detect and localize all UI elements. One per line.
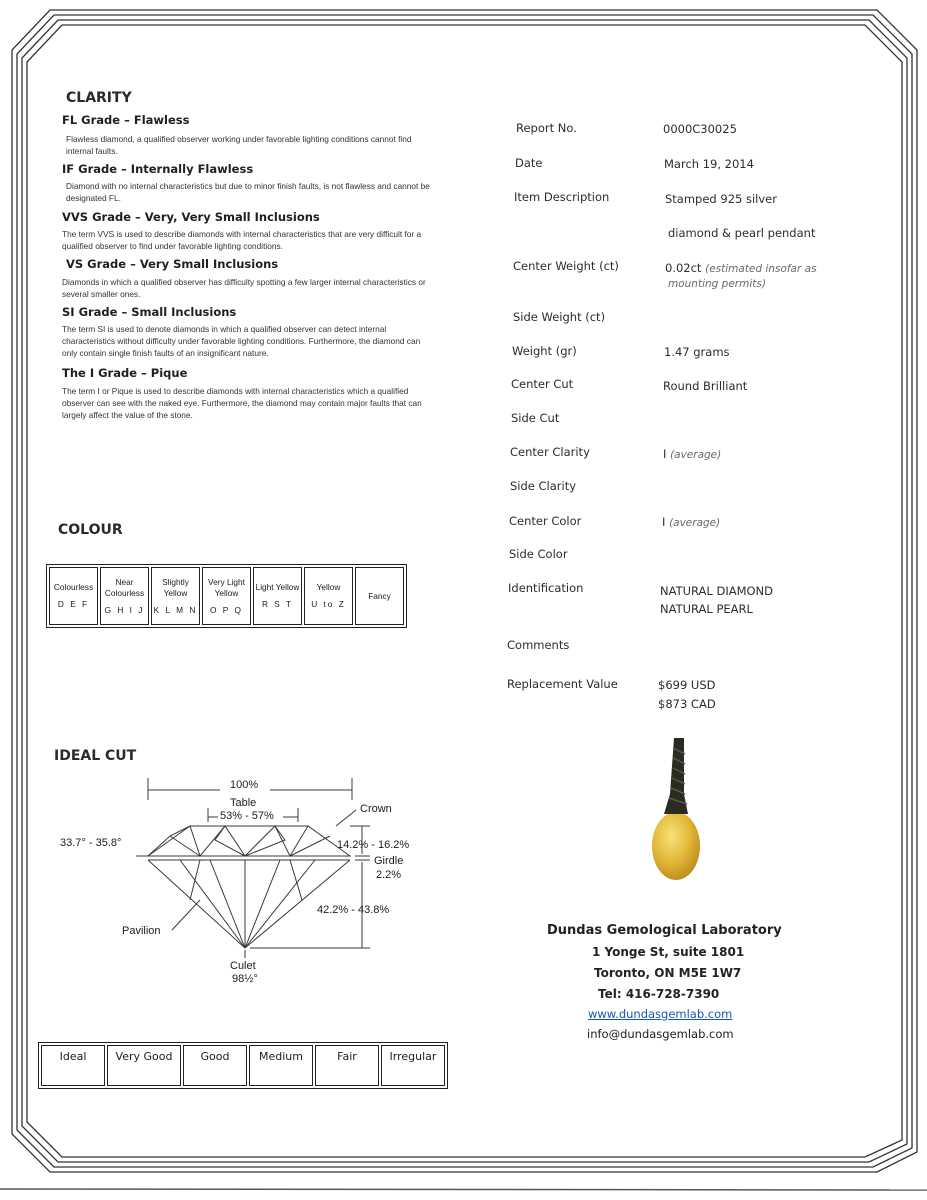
identification-value: NATURAL DIAMOND — [660, 584, 774, 598]
weight-value: 1.47 grams — [664, 345, 730, 359]
diagram-label-total: 100% — [230, 779, 259, 791]
colour-name: Near Colourless — [104, 576, 145, 598]
diagram-label-girdle: Girdle — [374, 855, 404, 867]
weight-label: Weight (gr) — [512, 344, 577, 358]
item-description-value: Stamped 925 silver — [665, 192, 777, 206]
lab-address-1: 1 Yonge St, suite 1801 — [592, 945, 745, 959]
item-description-label: Item Description — [514, 190, 610, 204]
grade-heading-vs: VS Grade – Very Small Inclusions — [66, 257, 279, 271]
colour-cell — [202, 567, 251, 625]
colour-name: Very Light Yellow — [208, 576, 245, 598]
center-color-label: Center Color — [509, 514, 582, 528]
side-cut-label: Side Cut — [511, 411, 560, 425]
center-color-value — [662, 515, 720, 529]
center-cut-value: Round Brilliant — [663, 379, 748, 393]
grade-heading-if: IF Grade – Internally Flawless — [62, 162, 254, 176]
diagram-label-crown-pct: 14.2% - 16.2% — [337, 839, 410, 851]
diagram-label-crown: Crown — [360, 803, 392, 815]
colour-title: COLOUR — [58, 522, 123, 538]
cut-grade-cell: Fair — [315, 1045, 379, 1086]
report-no-value: 0000C30025 — [663, 122, 737, 136]
colour-cell — [253, 567, 302, 625]
colour-name: Light Yellow — [255, 582, 300, 592]
center-cut-label: Center Cut — [511, 377, 574, 391]
colour-cell — [49, 567, 98, 625]
colour-name: Slightly Yellow — [162, 576, 189, 598]
center-weight-note-2: mounting permits) — [668, 278, 766, 290]
center-weight-note: (estimated insofar as — [705, 263, 817, 275]
colour-scale — [46, 564, 407, 628]
center-clarity-value — [663, 447, 721, 461]
identification-label: Identification — [508, 581, 584, 595]
lab-name: Dundas Gemological Laboratory — [547, 923, 782, 938]
diagram-label-pavilion-pct: 42.2% - 43.8% — [317, 904, 390, 916]
diagram-label-pavilion: Pavilion — [122, 925, 161, 937]
diagram-label-crown-angle: 33.7° - 35.8° — [60, 837, 122, 849]
grade-text-i: The term I or Pique is used to describe diamonds with internal characteristics which a qualified observer can see with the naked eye. Furthermore, the diamond may contain major faults that can largely affect the value of the stone. — [62, 386, 422, 420]
lab-address-2: Toronto, ON M5E 1W7 — [594, 966, 742, 980]
colour-letters: U to Z — [311, 599, 346, 609]
cut-grade-cell: Medium — [249, 1045, 313, 1086]
diagram-label-table: Table — [230, 797, 257, 809]
grade-heading-vvs: VVS Grade – Very, Very Small Inclusions — [62, 210, 320, 224]
colour-name: Yellow — [316, 582, 341, 592]
grade-text-si: The term SI is used to denote diamonds in which a qualified observer can detect internal characteristics without difficulty under favorable lighting conditions. Furthermore, the diamond can only contain single finish faults of an insignificant nature. — [62, 324, 421, 358]
cut-grade-cell: Good — [183, 1045, 247, 1086]
colour-name: Colourless — [53, 582, 94, 592]
report-no-label: Report No. — [516, 121, 577, 135]
cut-grade-cell: Irregular — [381, 1045, 445, 1086]
side-clarity-label: Side Clarity — [510, 479, 577, 493]
colour-name: Fancy — [368, 590, 391, 601]
center-weight-label: Center Weight (ct) — [513, 259, 619, 273]
center-clarity-label: Center Clarity — [510, 445, 590, 459]
colour-letters: R S T — [261, 599, 294, 609]
identification-value-2: NATURAL PEARL — [660, 602, 753, 616]
side-weight-label: Side Weight (ct) — [513, 310, 606, 324]
grade-text-vs: Diamonds in which a qualified observer has difficulty spotting a few larger internal characteristics or several smaller ones. — [62, 277, 426, 299]
grade-heading-fl: FL Grade – Flawless — [62, 113, 190, 127]
cut-grade-cell: Ideal — [41, 1045, 105, 1086]
grade-text-vvs: The term VVS is used to describe diamonds with internal characteristics that are very difficult for a qualified observer to find under favorable lighting conditions. — [62, 229, 422, 251]
side-color-label: Side Color — [509, 547, 568, 561]
replacement-value-cad: $873 CAD — [658, 697, 716, 711]
center-clarity-note: (average) — [670, 449, 722, 461]
diagram-label-table-pct: 53% - 57% — [220, 810, 274, 822]
center-clarity-grade: I — [663, 447, 667, 461]
cut-grade-scale — [38, 1042, 448, 1089]
grade-text-if: Diamond with no internal characteristics but due to minor finish faults, is not flawless and cannot be designated FL. — [66, 181, 430, 203]
comments-label: Comments — [507, 638, 570, 652]
replacement-value-usd: $699 USD — [658, 678, 716, 692]
pendant-photo — [640, 734, 710, 884]
item-description-value-2: diamond & pearl pendant — [668, 226, 816, 240]
grade-text-fl: Flawless diamond, a qualified observer working under favorable lighting conditions cannot find internal faults. — [66, 134, 412, 156]
lab-email[interactable]: info@dundasgemlab.com — [587, 1027, 734, 1041]
colour-letters: D E F — [57, 599, 90, 609]
center-weight-amount: 0.02ct — [665, 261, 702, 275]
lab-website-link[interactable]: www.dundasgemlab.com — [588, 1007, 733, 1021]
replacement-value-label: Replacement Value — [507, 677, 618, 691]
date-value: March 19, 2014 — [664, 157, 754, 171]
colour-letters: O P Q — [210, 604, 243, 615]
colour-cell — [355, 567, 404, 625]
date-label: Date — [515, 156, 543, 170]
diagram-label-girdle-pct: 2.2% — [376, 869, 402, 881]
center-color-note: (average) — [669, 517, 721, 529]
clarity-title: CLARITY — [66, 90, 132, 106]
diagram-label-culet: Culet — [230, 960, 256, 972]
pearl-shape — [652, 812, 700, 880]
colour-cell — [304, 567, 353, 625]
grade-heading-si: SI Grade – Small Inclusions — [62, 305, 237, 319]
colour-cell — [100, 567, 149, 625]
cut-grade-cell: Very Good — [107, 1045, 181, 1086]
colour-letters: G H I J — [104, 604, 145, 615]
center-weight-value — [665, 261, 817, 275]
lab-telephone: Tel: 416-728-7390 — [598, 987, 720, 1001]
colour-letters: K L M N — [153, 604, 198, 615]
colour-cell — [151, 567, 200, 625]
diagram-label-culet-val: 98½° — [232, 973, 258, 985]
grade-heading-i: The I Grade – Pique — [62, 366, 188, 380]
ideal-cut-title: IDEAL CUT — [54, 748, 137, 764]
center-color-grade: I — [662, 515, 666, 529]
